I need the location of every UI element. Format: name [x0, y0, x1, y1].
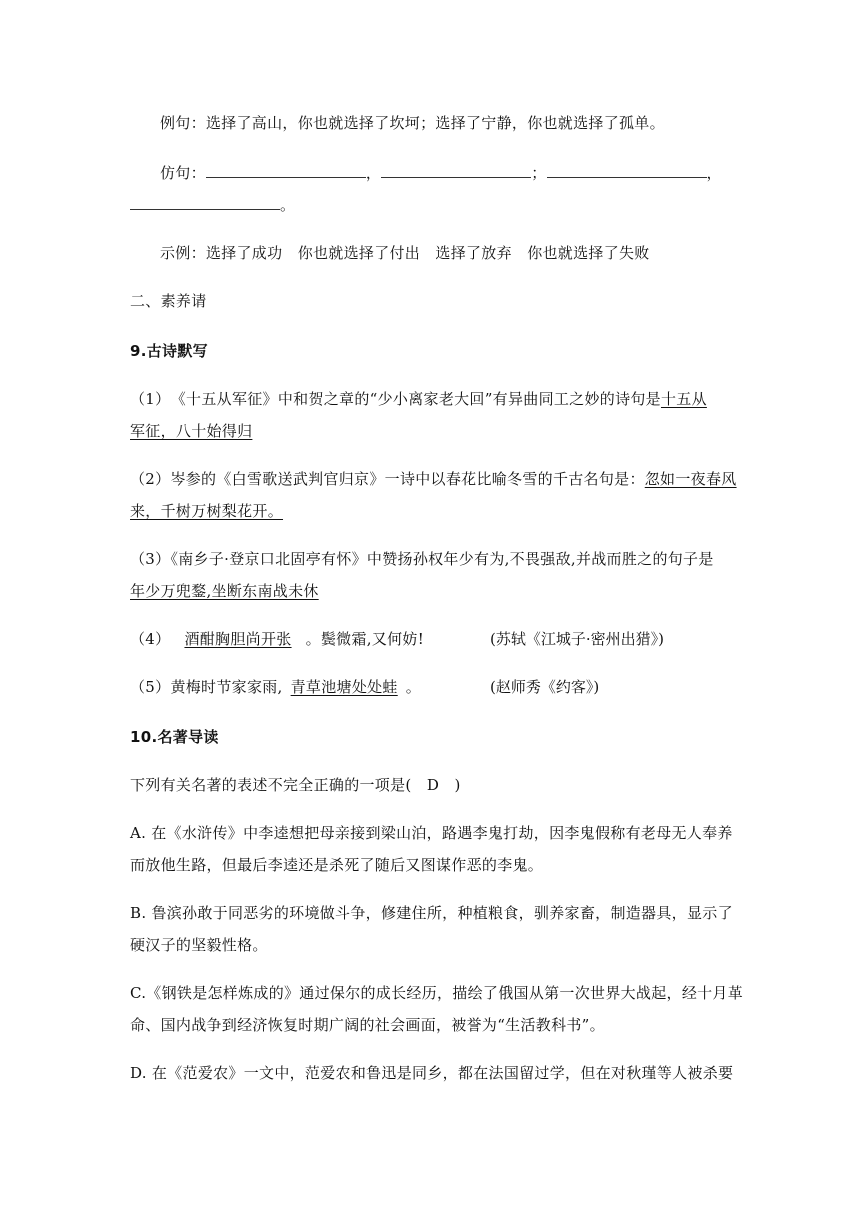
imitation-line — [160, 162, 722, 183]
sample-label: 示例： — [160, 244, 206, 262]
answer-blank[interactable] — [130, 197, 280, 210]
sample-answer — [160, 242, 650, 263]
option-c-line-2: 命、国内战争到经济恢复时期广阔的社会画面，被誉为“生活教科书”。 — [130, 1016, 605, 1034]
answer-text: 十五从 — [660, 390, 707, 408]
q9-item-3: （3）《南乡子·登京口北固亭有怀》中赞扬孙权年少有为,不畏强敌,并战而胜之的句子是 — [130, 550, 714, 568]
answer-text: 酒酣胸胆尚开张 — [184, 630, 292, 648]
option-b-line-1: B. 鲁滨孙敢于同恶劣的环境做斗争，修建住所，种植粮食，驯养家畜，制造器具，显示了 — [130, 904, 733, 922]
q9-item-2-cont — [130, 500, 283, 521]
example-sentence — [160, 112, 665, 133]
option-d-line-1: D. 在《范爱农》一文中，范爱农和鲁迅是同乡，都在法国留过学，但在对秋瑾等人被杀要 — [130, 1064, 734, 1082]
answer-blank[interactable] — [547, 165, 707, 178]
separator: 。 — [280, 196, 296, 214]
q9-item-1-cont — [130, 420, 252, 441]
question-10-title: 10.名著导读 — [130, 728, 219, 746]
answer-text: 年少万兜鍪,坐断东南战未休 — [130, 582, 319, 600]
option-c-line-1: C.《钢铁是怎样炼成的》通过保尔的成长经历，描绘了俄国从第一次世界大战起，经十月革 — [130, 984, 744, 1002]
source-citation: (苏轼《江城子·密州出猎》) — [490, 630, 664, 648]
imitation-line-2 — [130, 194, 295, 215]
option-a-line-1: A. 在《水浒传》中李逵想把母亲接到梁山泊，路遇李鬼打劫，因李鬼假称有老母无人奉养 — [130, 824, 733, 842]
separator: ； — [531, 164, 547, 182]
q9-item-3-cont — [130, 580, 319, 601]
question-10-stem: 下列有关名著的表述不完全正确的一项是( D ) — [130, 776, 461, 794]
answer-text: 军征，八十始得归 — [130, 422, 253, 440]
example-text: 选择了高山，你也就选择了坎坷；选择了宁静，你也就选择了孤单。 — [205, 114, 665, 132]
q9-item-2: （2）岑参的《白雪歌送武判官归京》一诗中以春花比喻冬雪的千古名句是：忽如一夜春风 — [130, 470, 737, 488]
q9-item-1: （1） 《十五从军征》中和贺之章的“少小离家老大回”有异曲同工之妙的诗句是十五从 — [130, 390, 707, 408]
section-heading: 二、素养请 — [130, 292, 207, 310]
separator: ， — [365, 164, 382, 182]
imitation-label: 仿句： — [160, 164, 206, 182]
separator: ， — [706, 164, 722, 182]
source-citation: (赵师秀《约客》) — [490, 678, 600, 696]
sample-text: 选择了成功 你也就选择了付出 选择了放弃 你也就选择了失败 — [205, 244, 650, 262]
answer-blank[interactable] — [381, 165, 531, 178]
option-b-line-2: 硬汉子的坚毅性格。 — [130, 936, 268, 954]
example-label: 例句： — [160, 114, 206, 132]
q9-item-5: （5）黄梅时节家家雨, 青草池塘处处蛙 。 — [130, 678, 422, 696]
answer-text: 来，千树万树梨花开。 — [130, 502, 284, 520]
answer-text: 忽如一夜春风 — [644, 470, 737, 488]
answer-blank[interactable] — [206, 165, 366, 178]
answer-text: 青草池塘处处蛙 — [290, 678, 398, 696]
q9-item-4: （4） 酒酣胸胆尚开张 。鬓微霜,又何妨! — [130, 630, 425, 648]
option-a-line-2: 而放他生路，但最后李逵还是杀死了随后又图谋作恶的李鬼。 — [130, 856, 544, 874]
question-9-title: 9.古诗默写 — [130, 342, 208, 360]
